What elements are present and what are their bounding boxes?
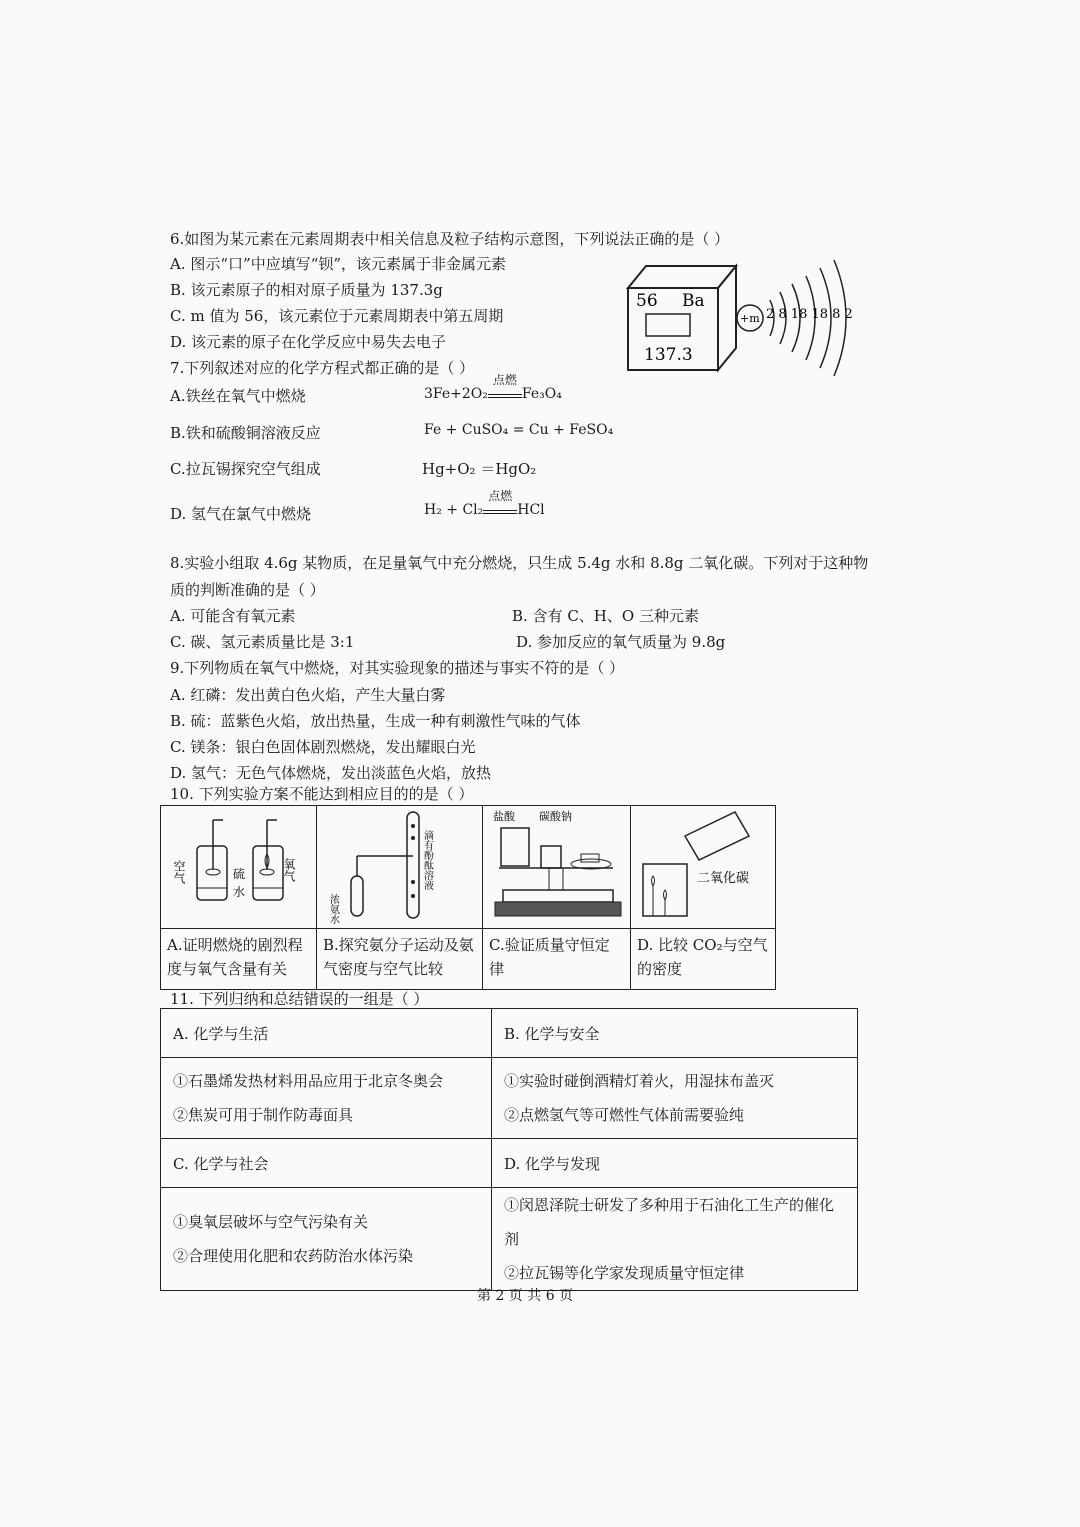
co2-pouring-diagram xyxy=(631,806,775,928)
label-co2: 二氧化碳 xyxy=(697,871,750,886)
q11-d-item-2: ②拉瓦锡等化学家发现质量守恒定律 xyxy=(504,1264,745,1282)
q10-cell-c xyxy=(483,806,631,929)
q7-d-condition-arrow xyxy=(483,489,517,514)
q11-body-d xyxy=(492,1188,858,1291)
element-mass: 137.3 xyxy=(644,345,693,365)
q9-option-a: A. 红磷：发出黄白色火焰，产生大量白雾 xyxy=(170,686,446,704)
nucleus-label: +m xyxy=(740,312,760,325)
q11-stem: 11. 下列归纳和总结错误的一组是（ ） xyxy=(170,990,429,1008)
q11-d-item-1: ①闵恩泽院士研发了多种用于石油化工生产的催化剂 xyxy=(504,1196,835,1248)
q8-option-c: C. 碳、氢元素质量比是 3:1 xyxy=(170,633,355,651)
q11-body-c xyxy=(161,1188,492,1291)
q10-stem: 10. 下列实验方案不能达到相应目的的是（ ） xyxy=(170,785,474,803)
q10-caption-b: B.探究氨分子运动及氨气密度与空气比较 xyxy=(317,929,483,990)
q6-option-d: D. 该元素的原子在化学反应中易失去电子 xyxy=(170,333,447,351)
q10-cell-d xyxy=(631,806,776,929)
q9-stem: 9.下列物质在氧气中燃烧，对其实验现象的描述与事实不符的是（ ） xyxy=(170,659,625,677)
q7-b-desc: B.铁和硫酸铜溶液反应 xyxy=(170,424,321,442)
q7-c-desc: C.拉瓦锡探究空气组成 xyxy=(170,460,321,478)
q11-a-item-2: ②焦炭可用于制作防毒面具 xyxy=(173,1106,354,1124)
q11-b-item-1: ①实验时碰倒酒精灯着火，用湿抹布盖灭 xyxy=(504,1072,775,1090)
q6-option-c: C. m 值为 56，该元素位于元素周期表中第五周期 xyxy=(170,307,504,325)
q10-caption-d: D. 比较 CO₂与空气的密度 xyxy=(631,929,776,990)
q11-body-a xyxy=(161,1058,492,1139)
q6-option-a: A. 图示“口”中应填写“钡”，该元素属于非金属元素 xyxy=(170,255,507,273)
element-card-figure xyxy=(620,248,860,378)
q11-title-a: A. 化学与生活 xyxy=(161,1009,492,1058)
q11-a-item-1: ①石墨烯发热材料用品应用于北京冬奥会 xyxy=(173,1072,444,1090)
q9-option-d: D. 氢气：无色气体燃烧，发出淡蓝色火焰，放热 xyxy=(170,764,492,782)
q11-b-item-2: ②点燃氢气等可燃性气体前需要验纯 xyxy=(504,1106,745,1124)
element-number: 56 xyxy=(636,291,658,311)
q7-b-equation: Fe + CuSO₄ = Cu + FeSO₄ xyxy=(424,422,614,438)
q8-stem-line2: 质的判断准确的是（ ） xyxy=(170,581,325,599)
element-card xyxy=(628,266,736,370)
q10-experiment-table xyxy=(160,805,776,990)
q8-stem-line1: 8.实验小组取 4.6g 某物质，在足量氧气中充分燃烧，只生成 5.4g 水和 8.8g 二氧化碳。下列对于这种物 xyxy=(170,554,869,572)
label-water: 水 xyxy=(233,885,246,899)
label-na2co3: 碳酸钠 xyxy=(539,810,572,823)
q11-c-item-1: ①臭氧层破坏与空气污染有关 xyxy=(173,1213,369,1231)
q11-c-item-2: ②合理使用化肥和农药防治水体污染 xyxy=(173,1247,414,1265)
q7-d-equation xyxy=(424,489,545,518)
q10-cell-b xyxy=(317,806,483,929)
element-symbol: Ba xyxy=(682,291,705,311)
bottles-sulfur-diagram xyxy=(161,806,316,928)
q8-option-d: D. 参加反应的氧气质量为 9.8g xyxy=(516,633,726,651)
label-sulfur: 硫 xyxy=(233,867,246,881)
q7-a-condition: 点燃 xyxy=(492,373,517,387)
q6-option-b: B. 该元素原子的相对原子质量为 137.3g xyxy=(170,281,443,299)
q7-c-equation: Hg+O₂ ＝HgO₂ xyxy=(422,460,537,478)
atom-structure xyxy=(737,260,853,376)
q11-title-d: D. 化学与发现 xyxy=(492,1139,858,1188)
ammonia-diffusion-diagram xyxy=(317,806,482,928)
q7-d-desc: D. 氢气在氯气中燃烧 xyxy=(170,505,312,523)
q6-stem: 6.如图为某元素在元素周期表中相关信息及粒子结构示意图，下列说法正确的是（ ） xyxy=(170,230,730,248)
q7-a-equation xyxy=(424,373,562,402)
q7-a-condition-arrow xyxy=(488,373,522,398)
q7-d-condition: 点燃 xyxy=(488,489,513,503)
label-hcl: 盐酸 xyxy=(493,810,515,823)
label-oxygen: 氧气 xyxy=(282,858,296,882)
q7-a-desc: A.铁丝在氧气中燃烧 xyxy=(170,387,306,405)
balance-diagram xyxy=(483,806,630,928)
q7-stem: 7.下列叙述对应的化学方程式都正确的是（ ） xyxy=(170,359,475,377)
q11-title-c: C. 化学与社会 xyxy=(161,1139,492,1188)
q10-caption-a: A.证明燃烧的剧烈程度与氧气含量有关 xyxy=(161,929,317,990)
page-number: 第 2 页 共 6 页 xyxy=(477,1288,574,1304)
q11-summary-table xyxy=(160,1008,858,1291)
label-ammonia: 浓氨水 xyxy=(327,894,339,924)
q10-caption-c: C.验证质量守恒定律 xyxy=(483,929,631,990)
q10-cell-a xyxy=(161,806,317,929)
q7-d-rhs: HCl xyxy=(517,502,545,518)
q7-d-lhs: H₂ + Cl₂ xyxy=(424,502,484,518)
q11-title-b: B. 化学与安全 xyxy=(492,1009,858,1058)
shell-electrons: 2 8 18 18 8 2 xyxy=(766,307,853,322)
q8-option-a: A. 可能含有氧元素 xyxy=(170,607,296,625)
q9-option-c: C. 镁条：银白色固体剧烈燃烧，发出耀眼白光 xyxy=(170,738,476,756)
label-phenolphthalein: 滴有酚酞溶液 xyxy=(421,830,433,890)
q8-option-b: B. 含有 C、H、O 三种元素 xyxy=(512,607,699,625)
blank-box xyxy=(646,314,690,336)
q9-option-b: B. 硫：蓝紫色火焰，放出热量，生成一种有刺激性气味的气体 xyxy=(170,712,581,730)
q7-a-rhs: Fe₃O₄ xyxy=(521,386,562,402)
q11-body-b xyxy=(492,1058,858,1139)
q7-a-lhs: 3Fe+2O₂ xyxy=(424,386,488,402)
label-air: 空气 xyxy=(172,860,186,884)
